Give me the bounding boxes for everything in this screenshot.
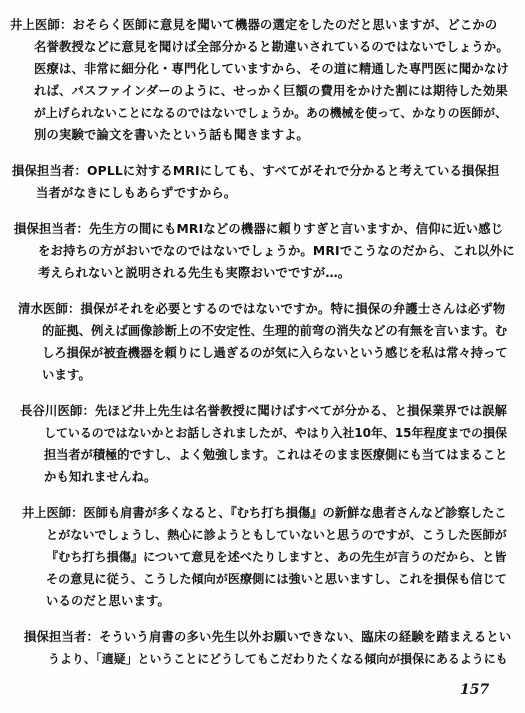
speaker-name: 損保担当者： bbox=[12, 164, 87, 178]
dialogue-line: 的証拠、例えば画像診断上の不安定性、生理的前弯の消失などの有無を言います。む bbox=[42, 324, 508, 338]
speaker-name: 清水医師： bbox=[18, 302, 81, 316]
dialogue-line: をお持ちの方がおいでなのではないでしょうか。MRIでこうなのだから、これ以外に bbox=[38, 244, 515, 258]
dialogue-line: 当者がなきにしもあらずですから。 bbox=[36, 186, 237, 200]
speaker-name: 長谷川医師： bbox=[20, 404, 95, 418]
dialogue-line bbox=[12, 164, 499, 179]
dialogue-line: うより、「適疑」ということにどうしてもこだわりたくなる傾向が損保にあるようにも bbox=[48, 652, 508, 666]
dialogue-line: 別の実験で論文を書いたという話も聞きますよ。 bbox=[34, 128, 309, 142]
dialogue-text: 医師も肩書が多くなると、『むち打ち損傷』の新鮮な患者さんなど診察したこ bbox=[83, 506, 507, 520]
dialogue-line: しているのではないかとお話しされましたが、やはり入社10年、15年程度までの損保 bbox=[44, 426, 507, 440]
dialogue-line bbox=[24, 630, 511, 645]
dialogue-line bbox=[20, 404, 507, 419]
dialogue-text: 先ほど井上先生は名誉教授に聞けばすべてが分かる、と損保業界では誤解 bbox=[94, 404, 508, 418]
dialogue-line: 担当者が積極的ですし、よく勉強します。これはそのまま医療側にも当てはまること bbox=[44, 448, 508, 462]
dialogue-line: かも知れませんね。 bbox=[44, 470, 157, 484]
dialogue-text: そういう肩書の多い先生以外お願いできない、臨床の経験を踏まえるとい bbox=[98, 630, 512, 644]
dialogue-text: OPLLに対するMRIにしても、すべてがそれで分かると考えている損保担 bbox=[86, 164, 500, 178]
speaker-name: 井上医師： bbox=[10, 18, 73, 32]
speaker-name: 井上医師： bbox=[22, 506, 84, 520]
dialogue-text: 先生方の間にもMRIなどの機器に頼りすぎと言いますか、信仰に近い感じ bbox=[88, 222, 504, 236]
dialogue-line: とがないでしょうし、熱心に診ようともしていないと思うのですが、こうした医師が bbox=[46, 528, 507, 542]
dialogue-line: います。 bbox=[42, 368, 92, 382]
dialogue-text: おそらく医師に意見を聞いて機器の選定をしたのだと思いますが、どこかの bbox=[72, 18, 498, 32]
dialogue-line: しろ損保が被査機器を頼りにし過ぎるのが気に入らないという感じを私は常々持って bbox=[42, 346, 508, 360]
dialogue-line: が上げられないことになるのではないでしょうか。あの機械を使って、かなりの医師が、 bbox=[34, 106, 507, 120]
dialogue-line: 考えられないと説明される先生も実際おいでですが…。 bbox=[38, 266, 351, 280]
dialogue-line: れば、パスファインダーのように、せっかく巨額の費用をかけた割には期待した効果 bbox=[34, 84, 508, 98]
dialogue-line: 医療は、非常に細分化・専門化していますから、その道に精通した専門医に聞かなけ bbox=[34, 62, 509, 76]
dialogue-text: 損保がそれを必要とするのではないですか。特に損保の弁護士さんは必ず物 bbox=[80, 302, 506, 316]
speaker-name: 損保担当者： bbox=[24, 630, 99, 644]
speaker-name: 損保担当者： bbox=[14, 222, 89, 236]
dialogue-line: 名誉教授などに意見を聞けば全部分かると勘違いされているのではないでしょうか。 bbox=[34, 40, 509, 54]
dialogue-line bbox=[22, 506, 507, 521]
dialogue-line bbox=[14, 222, 503, 237]
dialogue-line: いるのだと思います。 bbox=[46, 594, 170, 608]
dialogue-line bbox=[18, 302, 505, 317]
dialogue-line: 『むち打ち損傷』について意見を述べたりしますと、あの先生が言うのだから、と皆 bbox=[46, 550, 507, 564]
page-number: 157 bbox=[460, 682, 490, 698]
dialogue-line: その意見に従う、こうした傾向が医療側には強いと思いますし、これを損保も信じて bbox=[46, 572, 507, 586]
dialogue-line bbox=[10, 18, 497, 33]
